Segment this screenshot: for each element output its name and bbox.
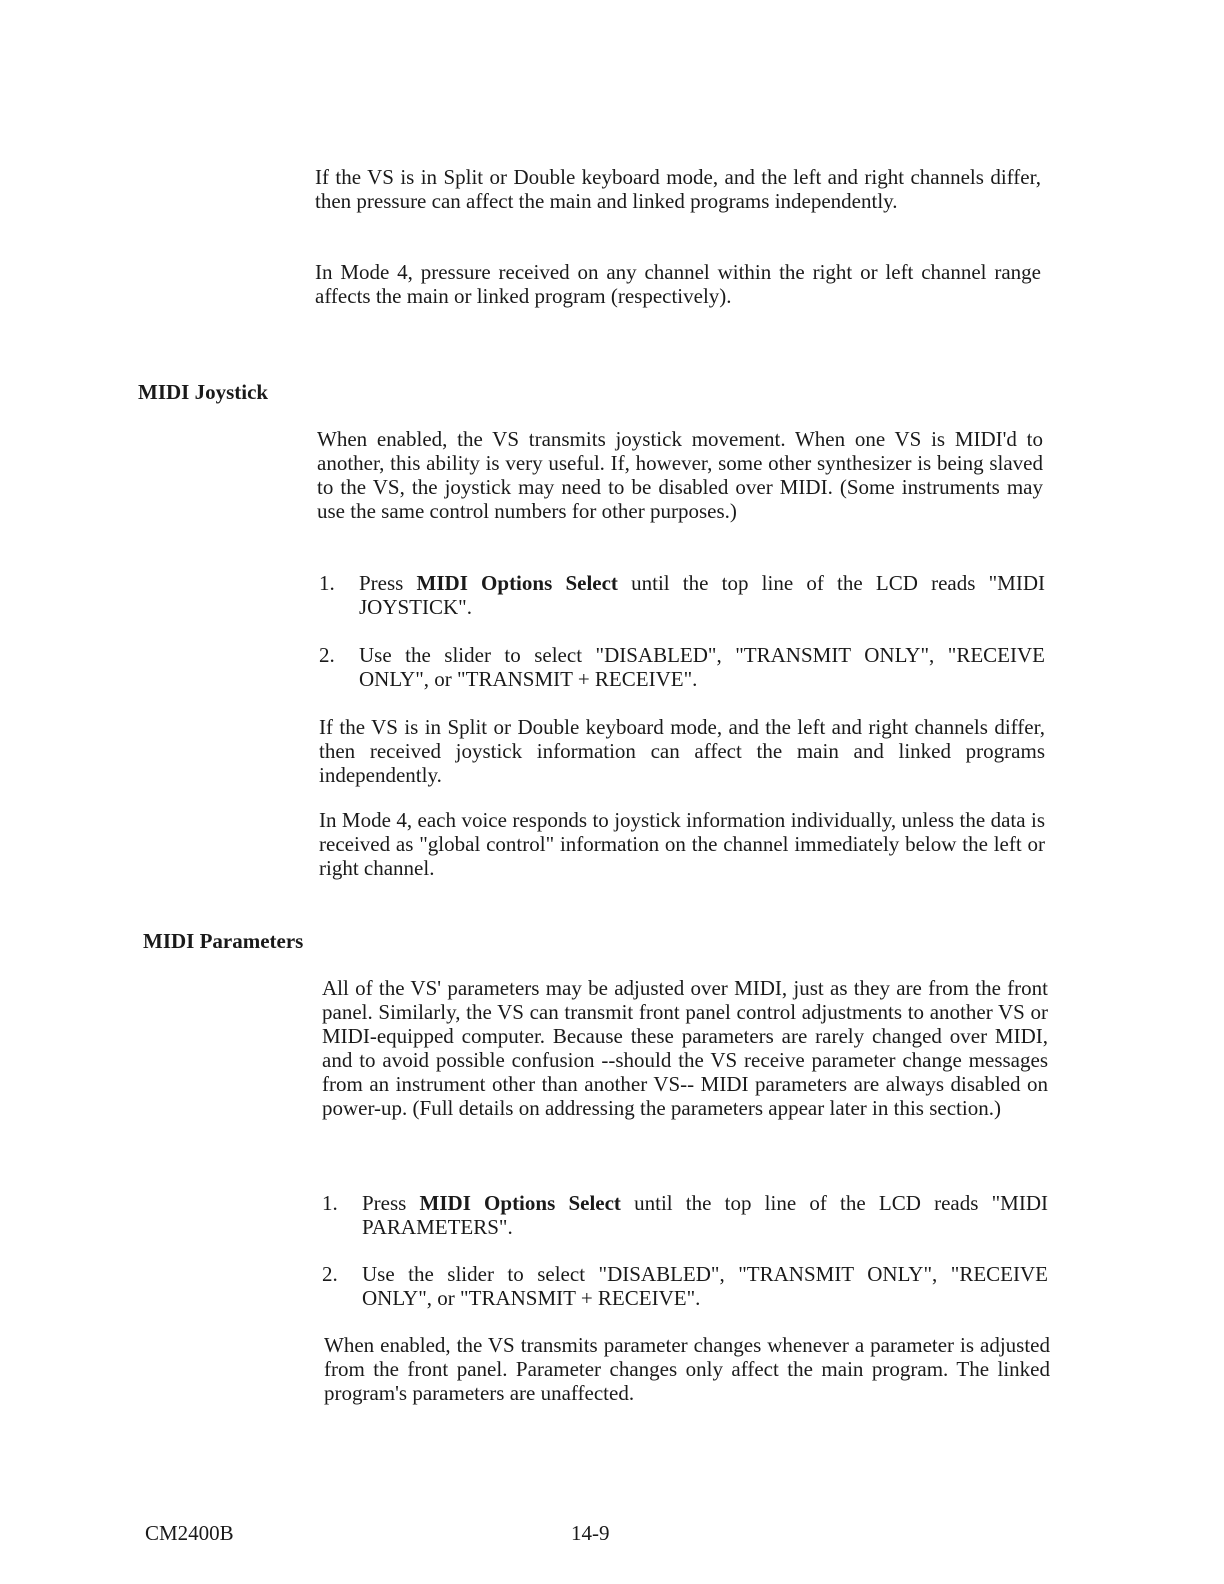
step-text: Press MIDI Options Select until the top line of the LCD reads "MIDI PARAMETERS". [362,1191,1048,1239]
parameters-paragraph-1: All of the VS' parameters may be adjusted over MIDI, just as they are from the front panel. Similarly, the VS can transmit front panel control adjustments to another VS or MIDI-equipped computer. Because these parameters are rarely changed over MIDI, and to avoid possible confusion --should the VS receive parameter change messages from an instrument other than another VS-- MIDI parameters are always disabled on power-up. (Full details on addressing the parameters appear later in this section.) [322,976,1048,1120]
parameters-paragraph-2: When enabled, the VS transmits parameter changes whenever a parameter is adjusted from the front panel. Parameter changes only affect the main program. The linked program's parameters are unaffected. [324,1333,1050,1405]
step-number: 1. [322,1191,338,1215]
joystick-step-1 [319,571,1045,619]
step-text: Use the slider to select "DISABLED", "TRANSMIT ONLY", "RECEIVE ONLY", or "TRANSMIT + RECEIVE". [359,643,1045,691]
parameters-step-2 [322,1262,1048,1310]
intro-paragraph-1: If the VS is in Split or Double keyboard mode, and the left and right channels differ, then pressure can affect the main and linked programs independently. [315,165,1041,213]
joystick-step-2 [319,643,1045,691]
joystick-paragraph-1: When enabled, the VS transmits joystick movement. When one VS is MIDI'd to another, this ability is very useful. If, however, some other synthesizer is being slaved to the VS, the joystick may need to be disabled over MIDI. (Some instruments may use the same control numbers for other purposes.) [317,427,1043,523]
step-number: 2. [319,643,335,667]
joystick-paragraph-2: If the VS is in Split or Double keyboard mode, and the left and right channels differ, then received joystick information can affect the main and linked programs independently. [319,715,1045,787]
footer-document-id: CM2400B [145,1521,234,1545]
joystick-paragraph-3: In Mode 4, each voice responds to joystick information individually, unless the data is received as "global control" information on the channel immediately below the left or right channel. [319,808,1045,880]
section-heading-midi-joystick: MIDI Joystick [138,380,269,404]
button-name: MIDI Options Select [419,1191,621,1215]
section-heading-midi-parameters: MIDI Parameters [143,929,304,953]
intro-paragraph-2: In Mode 4, pressure received on any channel within the right or left channel range affects the main or linked program (respectively). [315,260,1041,308]
step-number: 2. [322,1262,338,1286]
step-number: 1. [319,571,335,595]
parameters-step-1 [322,1191,1048,1239]
step-text: Press MIDI Options Select until the top line of the LCD reads "MIDI JOYSTICK". [359,571,1045,619]
button-name: MIDI Options Select [416,571,618,595]
footer-page-number: 14-9 [571,1521,610,1545]
step-text: Use the slider to select "DISABLED", "TRANSMIT ONLY", "RECEIVE ONLY", or "TRANSMIT + RECEIVE". [362,1262,1048,1310]
